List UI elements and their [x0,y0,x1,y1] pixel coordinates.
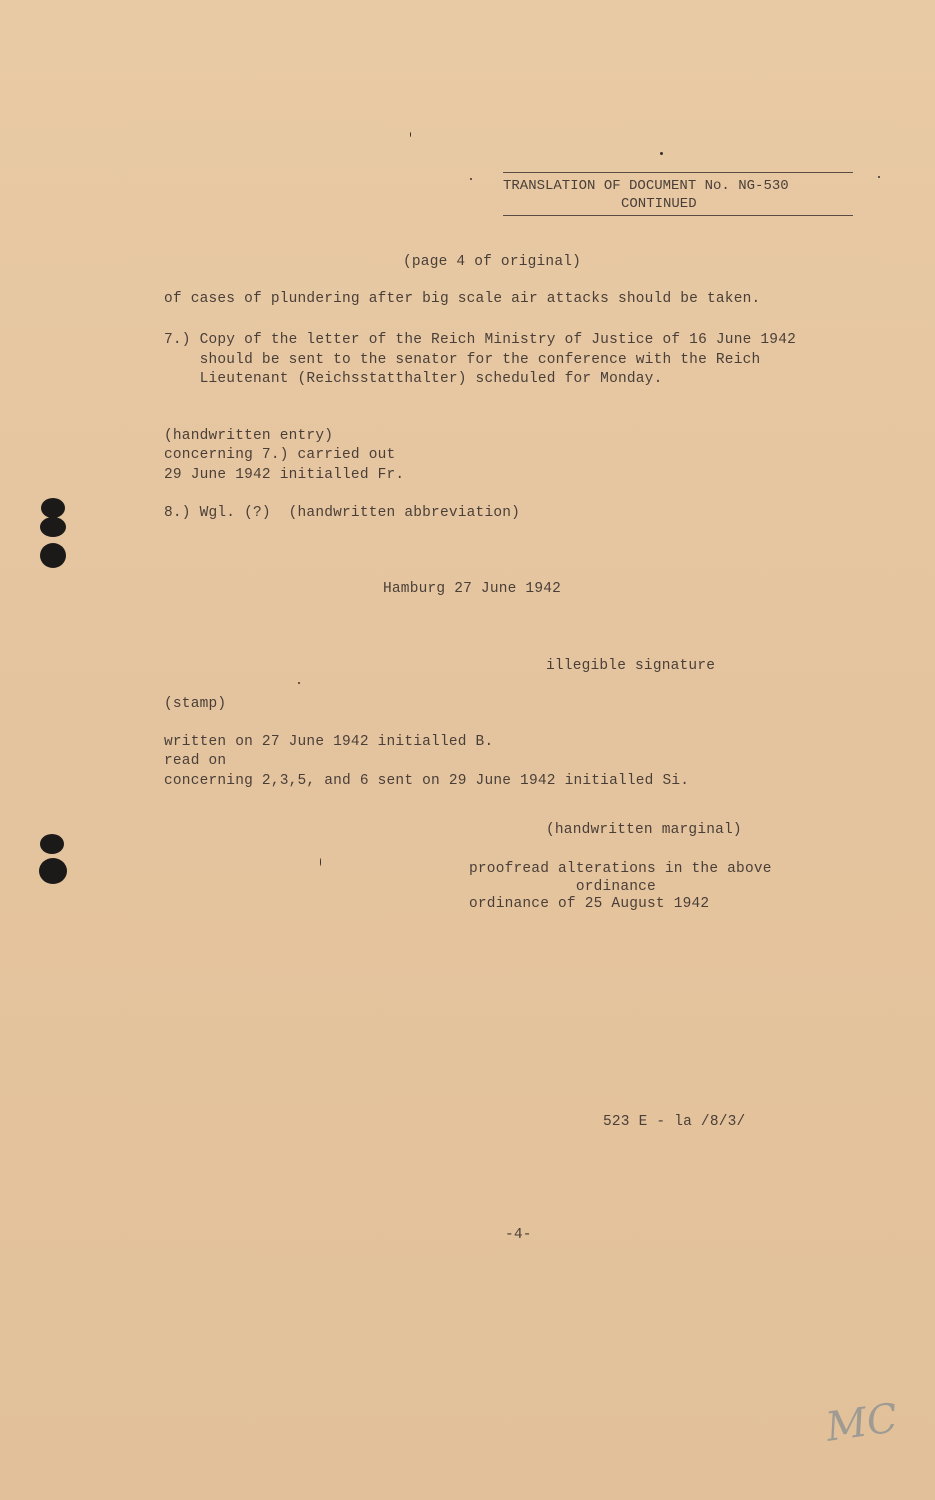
page-of-original: (page 4 of original) [403,254,582,270]
stamp-line3: concerning 2,3,5, and 6 sent on 29 June 1942 initialled Si. [164,773,690,789]
translation-header [503,172,853,216]
marginal-line2: ordinance [469,879,656,895]
handwritten-entry-line2: concerning 7.) carried out [164,447,396,463]
page-number: -4- [505,1227,532,1243]
dust-speck [298,682,300,684]
punch-hole-bottom-b [39,858,67,884]
stamp-line2: read on [164,753,227,769]
signature: illegible signature [546,658,716,674]
plundering-line: of cases of plundering after big scale air attacks should be taken. [164,291,761,307]
dust-speck [470,178,472,180]
dust-speck [320,858,321,866]
dust-speck [878,176,880,178]
item7-line3: Lieutenant (Reichsstatthalter) scheduled for Monday. [164,371,663,387]
handwritten-entry-label: (handwritten entry) [164,428,334,444]
punch-hole-bottom-a [40,834,64,854]
stamp-line1: written on 27 June 1942 initialled B. [164,734,494,750]
punch-hole-top-b [40,517,66,537]
file-reference: 523 E - la /8/3/ [603,1114,746,1130]
item7-line2: should be sent to the senator for the conference with the Reich [164,352,761,368]
punch-hole-top-c [40,543,66,568]
handwritten-initials: MC [823,1395,901,1451]
item8-line: 8.) Wgl. (?) (handwritten abbreviation) [164,505,521,521]
place-date: Hamburg 27 June 1942 [383,581,562,597]
marginal-label: (handwritten marginal) [546,822,742,838]
handwritten-entry-line3: 29 June 1942 initialled Fr. [164,467,405,483]
dust-speck [410,132,411,137]
item7-line1: 7.) Copy of the letter of the Reich Ministry of Justice of 16 June 1942 [164,332,797,348]
stamp-label: (stamp) [164,696,227,712]
punch-hole-top-a [41,498,65,518]
marginal-line3: ordinance of 25 August 1942 [469,896,710,912]
dust-speck [660,152,663,155]
header-title: TRANSLATION OF DOCUMENT No. NG-530 [503,178,789,194]
header-continued: CONTINUED [621,196,697,212]
marginal-line1: proofread alterations in the above [469,861,772,877]
